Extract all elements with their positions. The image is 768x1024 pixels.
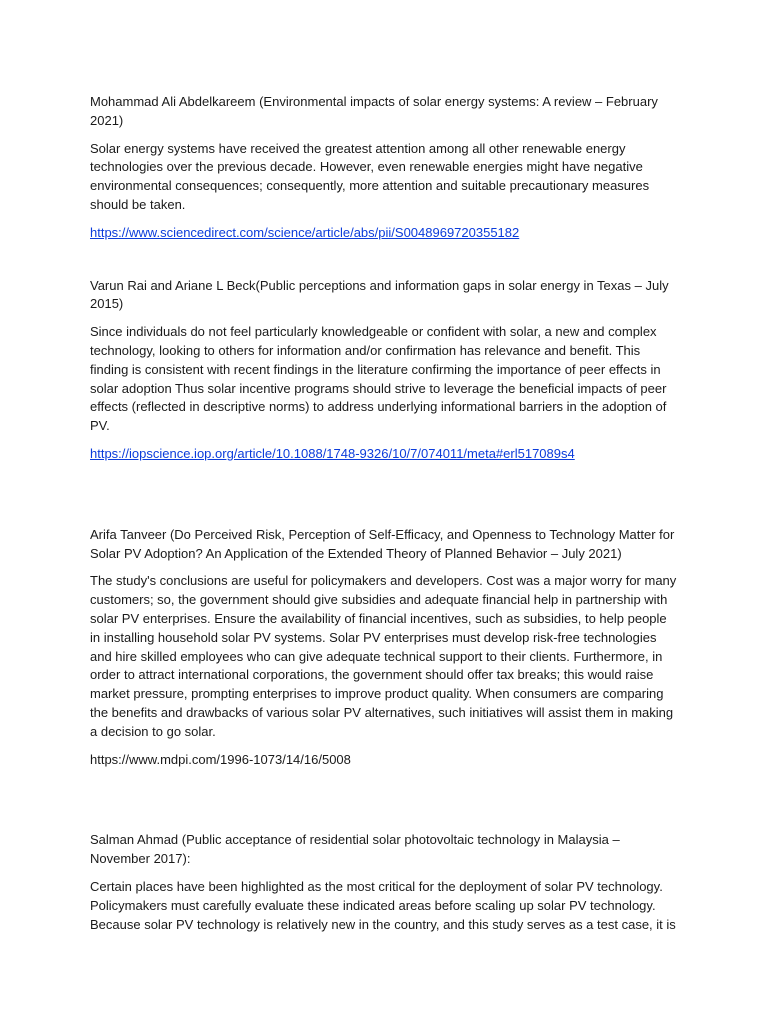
citation-text: Mohammad Ali Abdelkareem (Environmental impacts of solar energy systems: A review – February 2021) xyxy=(90,94,658,128)
reference-link-row xyxy=(90,224,680,243)
reference-link[interactable]: https://www.sciencedirect.com/science/article/abs/pii/S0048969720355182 xyxy=(90,224,520,240)
reference-entry-4 xyxy=(90,831,680,934)
abstract-text: The study's conclusions are useful for policymakers and developers. Cost was a major worry for many customers; so, the government should give subsidies and adequate financial help in partnership with solar PV enterprises. Ensure the availability of financial incentives, such as subsidies, to help people in installing household solar PV systems. Solar PV enterprises must develop risk-free technologies and hire skilled employees who can give adequate technical support to their clients. Furthermore, in order to attract international corporations, the government should offer tax breaks; this would raise market pressure, prompting enterprises to improve product quality. When consumers are comparing the benefits and drawbacks of various solar PV alternatives, such initiatives will assist them in making a decision to go solar. xyxy=(90,573,677,739)
citation-text: Salman Ahmad (Public acceptance of residential solar photovoltaic technology in Malaysia – November 2017): xyxy=(90,832,620,867)
reference-url-text: https://www.mdpi.com/1996-1073/14/16/5008 xyxy=(90,751,351,767)
spacer xyxy=(90,464,680,526)
abstract-text: Solar energy systems have received the greatest attention among all other renewable energy technologies over the previous decade. However, even renewable energies might have negative environmental consequences; consequently, more attention and suitable precautionary measures should be taken. xyxy=(90,140,650,212)
citation-text: Arifa Tanveer (Do Perceived Risk, Perception of Self-Efficacy, and Openness to Technology Matter for Solar PV Adoption? An Application of the Extended Theory of Planned Behavior – July 2021) xyxy=(90,526,675,561)
reference-entry-2 xyxy=(90,277,680,464)
abstract-text: Since individuals do not feel particularly knowledgeable or confident with solar, a new and complex technology, looking to others for information and/or confirmation has relevance and benefit. This finding is consistent with recent findings in the literature confirming the importance of peer effects in solar adoption Thus solar incentive programs should strive to leverage the beneficial impacts of peer effects (reflected in descriptive norms) to address underlying informational barriers in the adoption of PV. xyxy=(90,324,667,434)
spacer xyxy=(90,769,680,831)
reference-link-row xyxy=(90,445,680,464)
reference-entry-3 xyxy=(90,526,680,770)
citation-text: Varun Rai and Ariane L Beck(Public perceptions and information gaps in solar energy in Texas – July 2015) xyxy=(90,277,669,312)
reference-entry-1 xyxy=(90,93,680,243)
spacer xyxy=(90,243,680,277)
reference-link[interactable]: https://iopscience.iop.org/article/10.1088/1748-9326/10/7/074011/meta#erl517089s4 xyxy=(90,445,575,461)
abstract-text: Certain places have been highlighted as the most critical for the deployment of solar PV technology. Policymakers must carefully evaluate these indicated areas before scaling up solar PV technology. Because solar PV technology is relatively new in the country, and this study serves as a test case, it is xyxy=(90,878,676,932)
